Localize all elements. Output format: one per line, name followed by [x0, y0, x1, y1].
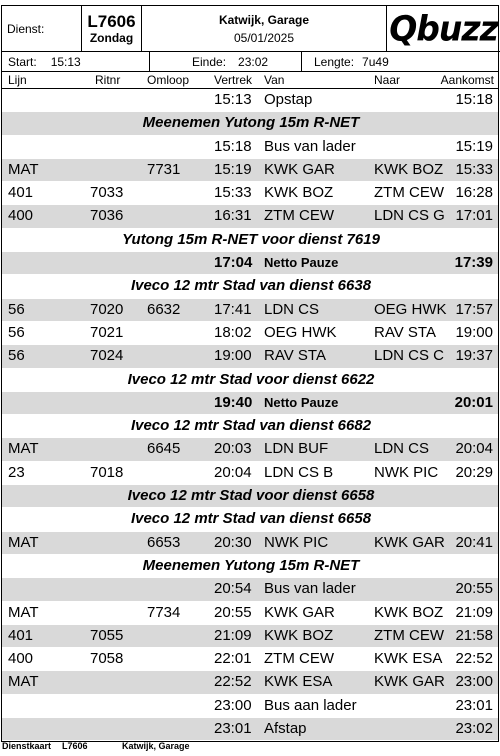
van-cell: KWK BOZ: [264, 626, 334, 644]
aankomst-cell: 21:09: [455, 603, 493, 621]
section-title-row: [2, 508, 498, 531]
vertrek-cell: 23:01: [214, 720, 252, 738]
aankomst-cell: 20:55: [455, 580, 493, 598]
section-title: Yutong 15m R-NET voor dienst 7619: [122, 230, 380, 248]
footer-location: Katwijk, Garage: [122, 741, 190, 751]
ritnr-cell: 7055: [90, 626, 124, 644]
pause-row: [2, 252, 498, 275]
omloop-cell: 6653: [147, 533, 181, 551]
naar-cell: RAV STA: [374, 323, 436, 341]
trip-row: [2, 299, 498, 322]
naar-cell: KWK BOZ: [374, 603, 444, 621]
trip-row: [2, 89, 498, 112]
trip-row: [2, 182, 498, 205]
vertrek-cell: 21:09: [214, 626, 252, 644]
vertrek-cell: 20:54: [214, 580, 252, 598]
trip-row: [2, 718, 498, 741]
vertrek-cell: 19:00: [214, 347, 252, 365]
trip-row: [2, 695, 498, 718]
lengte-cell: [302, 52, 500, 72]
vertrek-cell: 20:30: [214, 533, 252, 551]
aankomst-cell: 20:01: [454, 393, 493, 411]
aankomst-cell: 15:18: [455, 91, 493, 108]
aankomst-cell: 17:39: [454, 254, 493, 272]
trip-row: [2, 136, 498, 159]
lengte-label: Lengte:: [314, 55, 355, 69]
lijn-cell: MAT: [8, 440, 39, 458]
qbuzz-logo: [387, 6, 500, 51]
section-title-row: [2, 112, 498, 135]
ritnr-cell: 7058: [90, 650, 124, 668]
ritnr-cell: 7024: [90, 347, 124, 365]
trip-row: [2, 205, 498, 228]
naar-cell: KWK ESA: [374, 650, 443, 668]
van-cell: ZTM CEW: [264, 650, 334, 668]
col-naar: Naar: [374, 73, 401, 87]
van-cell: Afstap: [264, 720, 307, 738]
ritnr-cell: 7033: [90, 184, 124, 202]
aankomst-cell: 23:02: [455, 720, 493, 738]
trip-row: [2, 602, 498, 625]
lijn-cell: MAT: [8, 533, 39, 551]
aankomst-cell: 19:37: [455, 347, 493, 365]
van-cell: RAV STA: [264, 347, 326, 365]
vertrek-cell: 17:04: [214, 254, 253, 272]
van-cell: LDN CS B: [264, 463, 334, 481]
vertrek-cell: 20:03: [214, 440, 252, 458]
service-date: 05/01/2025: [233, 30, 295, 45]
van-cell: ZTM CEW: [264, 207, 334, 225]
naar-cell: OEG HWK: [374, 300, 447, 318]
naar-cell: LDN CS: [374, 440, 430, 458]
naar-cell: KWK GAR: [374, 673, 445, 691]
dienst-id-box: [82, 6, 142, 51]
footer-dienst: L7606: [62, 741, 88, 751]
ritnr-cell: 7018: [90, 463, 124, 481]
vertrek-cell: 15:19: [214, 160, 252, 178]
omloop-cell: 7734: [147, 603, 181, 621]
lijn-cell: 56: [8, 300, 25, 318]
vertrek-cell: 17:41: [214, 300, 252, 318]
vertrek-cell: 20:55: [214, 603, 252, 621]
aankomst-cell: 20:29: [455, 463, 493, 481]
van-cell: KWK ESA: [264, 673, 333, 691]
schedule-table: [2, 89, 498, 741]
aankomst-cell: 21:58: [455, 626, 493, 644]
einde-label: Einde:: [192, 55, 227, 69]
logo-text: Qbuzz: [389, 8, 498, 49]
start-time: 15:13: [50, 55, 81, 69]
aankomst-cell: 23:00: [455, 673, 493, 691]
van-cell: Opstap: [264, 91, 313, 108]
trip-row: [2, 438, 498, 461]
aankomst-cell: 15:19: [455, 137, 493, 155]
trip-row: [2, 322, 498, 345]
col-vertrek: Vertrek: [214, 73, 253, 87]
aankomst-cell: 22:52: [455, 650, 493, 668]
naar-cell: LDN CS G: [374, 207, 445, 225]
vertrek-cell: 15:18: [214, 137, 252, 155]
van-cell: Bus van lader: [264, 137, 356, 155]
column-header: [2, 72, 498, 89]
aankomst-cell: 19:00: [455, 323, 493, 341]
trip-row: [2, 462, 498, 485]
aankomst-cell: 20:04: [455, 440, 493, 458]
ritnr-cell: 7021: [90, 323, 124, 341]
lijn-cell: 23: [8, 463, 25, 481]
ritnr-cell: 7036: [90, 207, 124, 225]
start-label: Start:: [8, 55, 37, 69]
van-cell: OEG HWK: [264, 323, 337, 341]
lengte-value: 7u49: [362, 55, 389, 69]
van-cell: NWK PIC: [264, 533, 329, 551]
col-van: Van: [264, 73, 285, 87]
vertrek-cell: 15:33: [214, 184, 252, 202]
section-title-row: [2, 229, 498, 252]
vertrek-cell: 18:02: [214, 323, 252, 341]
section-title-row: [2, 555, 498, 578]
lijn-cell: MAT: [8, 603, 39, 621]
ritnr-cell: 7020: [90, 300, 124, 318]
footer: [0, 741, 500, 755]
vertrek-cell: 15:13: [214, 91, 252, 108]
omloop-cell: 6632: [147, 300, 181, 318]
lijn-cell: 401: [8, 184, 34, 202]
dienst-number: L7606: [87, 12, 136, 31]
footer-label: Dienstkaart: [2, 741, 52, 751]
trip-row: [2, 625, 498, 648]
section-title: Iveco 12 mtr Stad van dienst 6658: [130, 510, 372, 528]
van-cell: KWK GAR: [264, 160, 335, 178]
einde-time: 23:02: [238, 55, 269, 69]
section-title-row: [2, 485, 498, 508]
trip-row: [2, 159, 498, 182]
naar-cell: KWK BOZ: [374, 160, 444, 178]
naar-cell: ZTM CEW: [374, 626, 444, 644]
naar-cell: NWK PIC: [374, 463, 439, 481]
van-cell: LDN CS: [264, 300, 320, 318]
shift-times-row: [2, 51, 500, 72]
day-of-week: Zondag: [89, 31, 134, 45]
naar-cell: ZTM CEW: [374, 184, 444, 202]
section-title: Iveco 12 mtr Stad van dienst 6682: [130, 417, 372, 435]
lijn-cell: 56: [8, 323, 25, 341]
lijn-cell: 401: [8, 626, 34, 644]
lijn-cell: 400: [8, 207, 34, 225]
section-title-row: [2, 369, 498, 392]
trip-row: [2, 671, 498, 694]
vertrek-cell: 19:40: [214, 393, 253, 411]
section-title: Iveco 12 mtr Stad voor dienst 6622: [127, 370, 375, 388]
pause-label: Netto Pauze: [264, 255, 339, 271]
aankomst-cell: 16:28: [455, 184, 493, 202]
location: Katwijk, Garage: [218, 12, 310, 27]
col-aankomst: Aankomst: [440, 73, 494, 87]
van-cell: LDN BUF: [264, 440, 329, 458]
vertrek-cell: 22:52: [214, 673, 252, 691]
trip-row: [2, 345, 498, 368]
section-title: Meenemen Yutong 15m R-NET: [142, 556, 360, 574]
dienstkaart: [1, 5, 499, 742]
van-cell: Bus van lader: [264, 580, 356, 598]
start-cell: [2, 52, 150, 72]
trip-row: [2, 532, 498, 555]
location-date-box: [142, 6, 387, 51]
dienst-label: Dienst:: [2, 6, 82, 51]
aankomst-cell: 20:41: [455, 533, 493, 551]
van-cell: Bus aan lader: [264, 696, 357, 714]
naar-cell: LDN CS C: [374, 347, 445, 365]
section-title-row: [2, 275, 498, 298]
trip-row: [2, 648, 498, 671]
col-ritnr: Ritnr: [95, 73, 121, 87]
omloop-cell: 6645: [147, 440, 181, 458]
section-title: Meenemen Yutong 15m R-NET: [142, 114, 360, 132]
lijn-cell: MAT: [8, 673, 39, 691]
vertrek-cell: 22:01: [214, 650, 252, 668]
aankomst-cell: 15:33: [455, 160, 493, 178]
vertrek-cell: 20:04: [214, 463, 252, 481]
omloop-cell: 7731: [147, 160, 181, 178]
header: [2, 6, 498, 72]
vertrek-cell: 23:00: [214, 696, 252, 714]
pause-label: Netto Pauze: [264, 394, 339, 410]
col-lijn: Lijn: [8, 73, 27, 87]
section-title-row: [2, 415, 498, 438]
aankomst-cell: 17:57: [455, 300, 493, 318]
van-cell: KWK GAR: [264, 603, 335, 621]
lijn-cell: 56: [8, 347, 25, 365]
naar-cell: KWK GAR: [374, 533, 445, 551]
col-omloop: Omloop: [147, 73, 190, 87]
vertrek-cell: 16:31: [214, 207, 252, 225]
section-title: Iveco 12 mtr Stad van dienst 6638: [130, 277, 372, 295]
section-title: Iveco 12 mtr Stad voor dienst 6658: [127, 487, 375, 505]
lijn-cell: 400: [8, 650, 34, 668]
pause-row: [2, 392, 498, 415]
lijn-cell: MAT: [8, 160, 39, 178]
trip-row: [2, 578, 498, 601]
einde-cell: [150, 52, 302, 72]
aankomst-cell: 17:01: [455, 207, 493, 225]
van-cell: KWK BOZ: [264, 184, 334, 202]
aankomst-cell: 23:01: [455, 696, 493, 714]
